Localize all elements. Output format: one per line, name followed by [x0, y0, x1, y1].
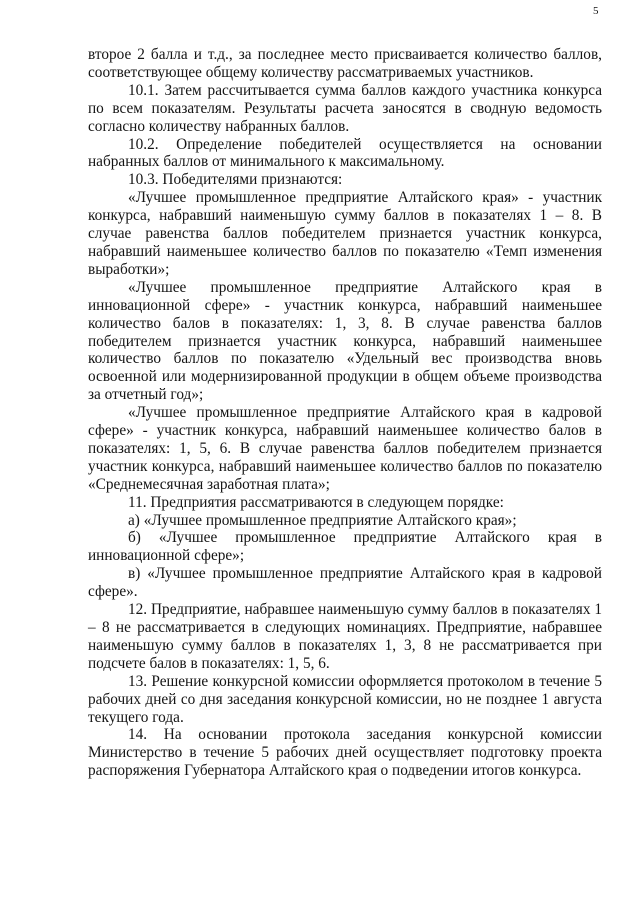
nomination-main: «Лучшее промышленное предприятие Алтайского края» - участник конкурса, набравший наименьшую сумму баллов в показателях 1 – 8. В случае равенства баллов победителем признается участник конкурса, набравший наименьшее количество баллов по показателю «Темп изменения выработки»;	[88, 189, 602, 278]
page-number: 5	[593, 5, 599, 17]
paragraph-10-1: 10.1. Затем рассчитывается сумма баллов каждого участника конкурса по всем показателям. Результаты расчета заносятся в сводную ведомость согласно количеству набранных баллов.	[88, 81, 602, 135]
paragraph-continuation: второе 2 балла и т.д., за последнее место присваивается количество баллов, соответствующее общему количеству рассматриваемых участников.	[88, 46, 602, 81]
paragraph-10-3: 10.3. Победителями признаются:	[128, 171, 343, 189]
order-item-c: в) «Лучшее промышленное предприятие Алтайского края в кадровой сфере».	[88, 565, 602, 601]
paragraph-12: 12. Предприятие, набравшее наименьшую сумму баллов в показателях 1 – 8 не рассматривается в следующих номинациях. Предприятие, набравшее наименьшую сумму баллов в показателях 1, 3, 8 не рассматривается при подсчете балов в показателях: 1, 5, 6.	[88, 601, 602, 672]
document-body	[88, 46, 602, 780]
order-item-a: а) «Лучшее промышленное предприятие Алтайского края»;	[128, 511, 517, 529]
paragraph-10-2: 10.2. Определение победителей осуществляется на основании набранных баллов от минимального к максимальному.	[88, 135, 602, 171]
paragraph-11: 11. Предприятия рассматриваются в следующем порядке:	[128, 493, 504, 511]
nomination-personnel: «Лучшее промышленное предприятие Алтайского края в кадровой сфере» - участник конкурса, набравший наименьшее количество балов в показателях: 1, 5, 6. В случае равенства баллов победителем признается участник конкурса, набравший наименьшее количество баллов по показателю «Среднемесячная заработная плата»;	[88, 404, 602, 493]
paragraph-13: 13. Решение конкурсной комиссии оформляется протоколом в течение 5 рабочих дней со дня заседания конкурсной комиссии, но не позднее 1 августа текущего года.	[88, 672, 602, 726]
nomination-innovation: «Лучшее промышленное предприятие Алтайского края в инновационной сфере» - участник конкурса, набравший наименьшее количество балов в показателях: 1, 3, 8. В случае равенства баллов победителем признается участник конкурса, набравший наименьшее количество баллов по показателю «Удельный вес производства вновь освоенной или модернизированной продукции в общем объеме производства за отчетный год»;	[88, 278, 602, 404]
paragraph-14: 14. На основании протокола заседания конкурсной комиссии Министерство в течение 5 рабочих дней осуществляет подготовку проекта распоряжения Губернатора Алтайского края о подведении итогов конкурса.	[88, 726, 602, 780]
order-item-b: б) «Лучшее промышленное предприятие Алтайского края в инновационной сфере»;	[88, 529, 602, 565]
